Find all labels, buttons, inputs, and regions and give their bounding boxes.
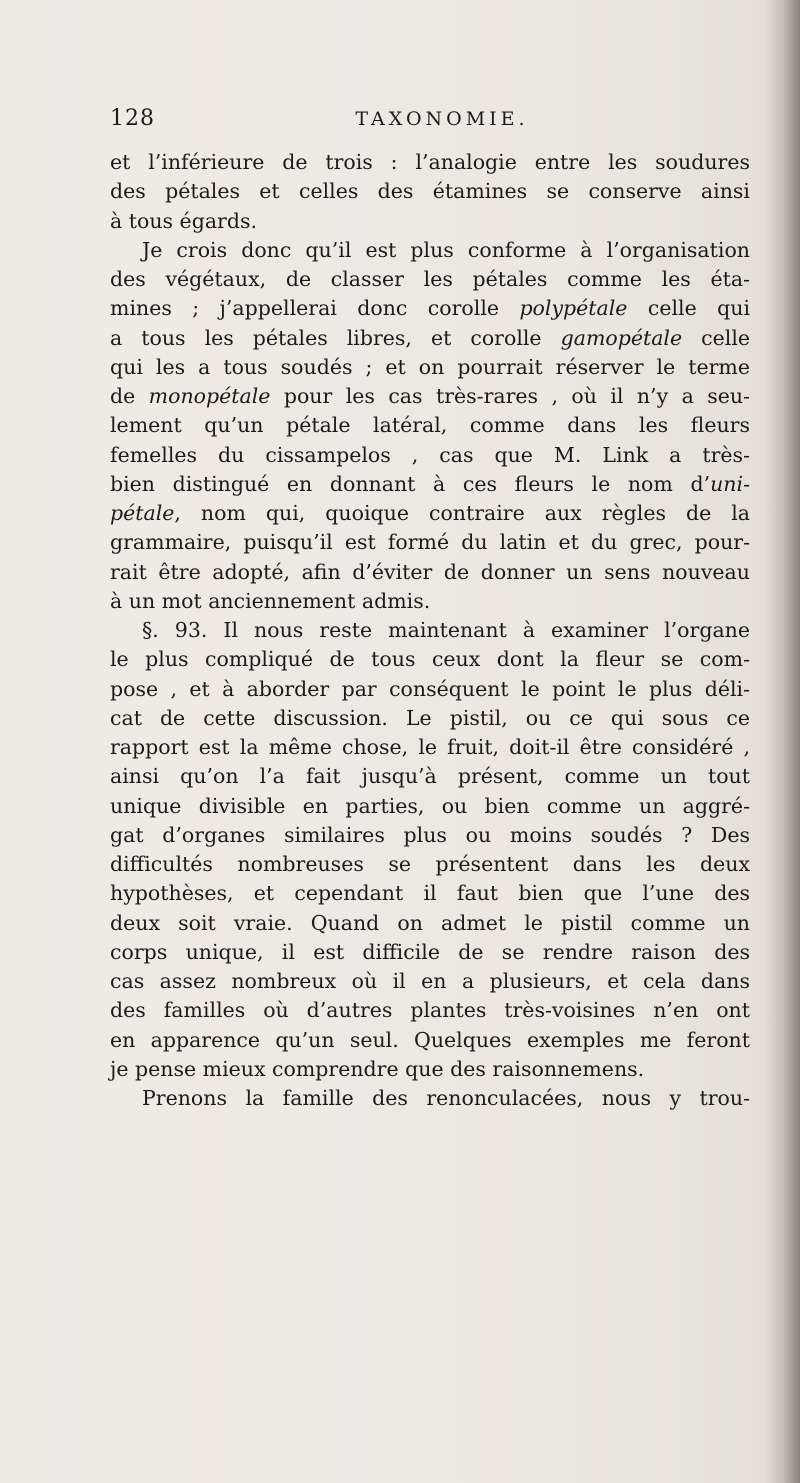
running-head: TAXONOMIE. [355,108,529,130]
text-line: corps unique, il est difficile de se rendre raison des [110,939,750,964]
text-line: hypothèses, et cependant il faut bien que l’une des [110,881,750,906]
text-line: des pétales et celles des étamines se conserve ainsi [110,179,750,204]
text-line: à un mot anciennement admis. [110,588,431,613]
text-line: et l’inférieure de trois : l’analogie entre les soudures [110,150,750,174]
text-line: en apparence qu’un seul. Quelques exemples me feront [110,1027,750,1052]
text-line: gat d’organes similaires plus ou moins soudés ? Des [110,822,750,847]
text-line: ainsi qu’on l’a fait jusqu’à présent, comme un tout [110,764,750,789]
text-line: Je crois donc qu’il est plus conforme à l’organisation [142,237,750,262]
page-number: 128 [110,106,155,131]
text-line: le plus compliqué de tous ceux dont la fleur se com- [110,647,750,672]
text-line: unique divisible en parties, ou bien comme un aggré- [110,793,750,818]
page-header [110,106,750,142]
text-line: cat de cette discussion. Le pistil, ou ce qui sous ce [110,705,750,730]
text-line: pose , et à aborder par conséquent le point le plus déli- [110,676,750,701]
text-line: cas assez nombreux où il en a plusieurs, et cela dans [110,969,750,993]
text-line: difficultés nombreuses se présentent dans les deux [110,852,750,876]
text-line: femelles du cissampelos , cas que M. Link a très- [110,442,750,467]
text-line: qui les a tous soudés ; et on pourrait réserver le terme [110,354,750,379]
body-text [110,148,750,1113]
page-edge-shadow [764,0,800,1483]
text-line: lement qu’un pétale latéral, comme dans les fleurs [110,413,750,438]
text-line: a tous les pétales libres, et corolle gamopétale celle [110,325,751,350]
text-line: pétale, nom qui, quoique contraire aux règles de la [110,501,750,525]
text-line: rapport est la même chose, le fruit, doit-il être considéré , [110,735,750,759]
text-line: deux soit vraie. Quand on admet le pistil comme un [110,910,750,935]
text-line: des végétaux, de classer les pétales comme les éta- [110,267,750,291]
text-line: des familles où d’autres plantes très-voisines n’en ont [110,998,750,1023]
text-line: à tous égards. [110,208,257,233]
text-line: §. 93. Il nous reste maintenant à examiner l’organe [142,618,750,642]
text-line: Prenons la famille des renonculacées, nous y trou- [142,1086,750,1110]
text-line: rait être adopté, afin d’éviter de donner un sens nouveau [110,559,750,584]
text-line: je pense mieux comprendre que des raisonnemens. [110,1056,645,1081]
text-line: grammaire, puisqu’il est formé du latin et du grec, pour- [110,530,750,555]
text-line: de monopétale pour les cas très-rares , où il n’y a seu- [110,384,750,408]
text-line: bien distingué en donnant à ces fleurs le nom d’uni- [110,471,750,496]
text-line: mines ; j’appellerai donc corolle polypétale celle qui [110,296,750,321]
